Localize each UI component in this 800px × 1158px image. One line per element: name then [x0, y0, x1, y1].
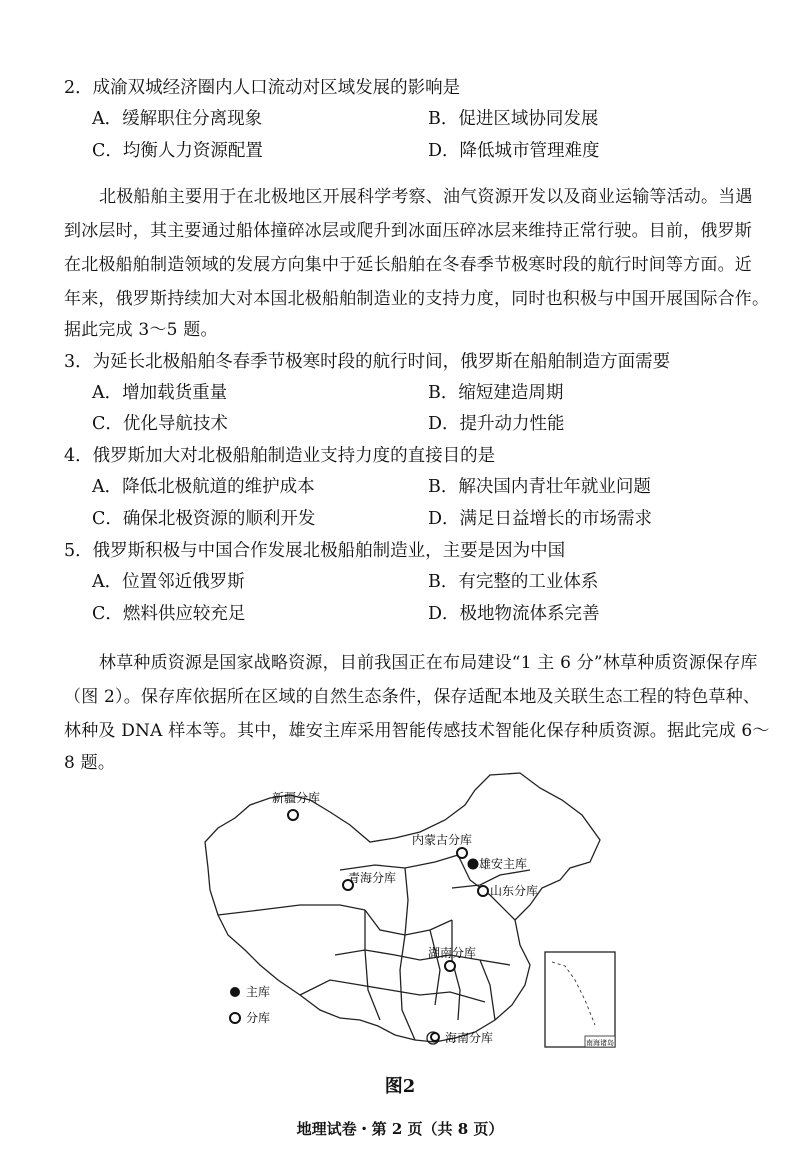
svg-text:湖南分库: 湖南分库 [428, 946, 477, 960]
passage-1-line-3: 在北极船舶制造领域的发展方向集中于延长船舶在冬春季节极寒时段的航行时间等方面。近 [64, 255, 752, 275]
question-5-option-a[interactable]: A．位置邻近俄罗斯 [92, 572, 245, 592]
passage-2-line-3: 林种及 DNA 样本等。其中，雄安主库采用智能传感技术智能化保存种质资源。据此完成 6～ [64, 721, 770, 741]
question-2-stem: 2．成渝双城经济圈内人口流动对区域发展的影响是 [64, 78, 461, 98]
question-5-option-b[interactable]: B．有完整的工业体系 [428, 572, 599, 592]
question-4-option-c[interactable]: C．确保北极资源的顺利开发 [92, 509, 316, 529]
svg-text:山东分库: 山东分库 [490, 884, 539, 898]
china-map-figure [190, 770, 630, 1060]
neimenggu-branch-site [412, 832, 472, 858]
passage-1-line-1: 北极船舶主要用于在北极地区开展科学考察、油气资源开发以及商业运输等活动。当遇 [99, 187, 753, 207]
hainan-branch-site [431, 1030, 493, 1045]
question-5-option-c[interactable]: C．燃料供应较充足 [92, 604, 246, 624]
question-2-option-a[interactable]: A．缓解职住分离现象 [92, 109, 263, 129]
question-4-stem: 4．俄罗斯加大对北极船舶制造业支持力度的直接目的是 [64, 446, 496, 466]
svg-text:雄安主库: 雄安主库 [479, 857, 528, 871]
question-4-option-b[interactable]: B．解决国内青壮年就业问题 [428, 477, 651, 497]
passage-2-line-1: 林草种质资源是国家战略资源，目前我国正在布局建设“1 主 6 分”林草种质资源保存库 [99, 653, 758, 673]
question-4-option-d[interactable]: D．满足日益增长的市场需求 [428, 509, 653, 529]
china-outline [205, 773, 600, 1042]
question-2-option-b[interactable]: B．促进区域协同发展 [428, 109, 599, 129]
svg-text:内蒙古分库: 内蒙古分库 [412, 833, 473, 847]
question-3-option-a[interactable]: A．增加载货重量 [92, 383, 228, 403]
question-2-option-c[interactable]: C．均衡人力资源配置 [92, 141, 263, 161]
figure-caption: 图2 [384, 1076, 416, 1097]
svg-text:海南分库: 海南分库 [445, 1031, 494, 1045]
passage-2-line-2: （图 2）。保存库依据所在区域的自然生态条件，保存适配本地及关联生态工程的特色草种、 [64, 687, 761, 707]
svg-text:青海分库: 青海分库 [348, 871, 397, 885]
map-legend [230, 984, 270, 1025]
question-4-option-a[interactable]: A．降低北极航道的维护成本 [92, 477, 315, 497]
passage-1-line-5: 据此完成 3～5 题。 [64, 320, 218, 340]
south-china-sea-inset [545, 952, 615, 1047]
inset-label: 南海诸岛 [586, 1039, 614, 1047]
passage-1-line-2: 到冰层时，其主要通过船体撞碎冰层或爬升到冰面压碎冰层来维持正常行驶。目前，俄罗斯 [64, 221, 752, 241]
question-2-option-d[interactable]: D．降低城市管理难度 [428, 141, 600, 161]
question-3-stem: 3．为延长北极船舶冬春季节极寒时段的航行时间，俄罗斯在船舶制造方面需要 [64, 352, 671, 372]
passage-2-line-4: 8 题。 [64, 753, 116, 773]
question-3-option-d[interactable]: D．提升动力性能 [428, 414, 565, 434]
xiongan-main-site [468, 856, 528, 871]
legend-main-label: 主库 [246, 985, 271, 999]
svg-text:新疆分库: 新疆分库 [272, 791, 321, 805]
question-3-option-b[interactable]: B．缩短建造周期 [428, 383, 564, 403]
passage-1-line-4: 年来，俄罗斯持续加大对本国北极船舶制造业的支持力度，同时也积极与中国开展国际合作。 [64, 289, 770, 309]
question-3-option-c[interactable]: C．优化导航技术 [92, 414, 228, 434]
question-5-option-d[interactable]: D．极地物流体系完善 [428, 604, 600, 624]
page-footer: 地理试卷・第 2 页（共 8 页） [296, 1120, 504, 1138]
xinjiang-branch-site [272, 790, 320, 820]
hunan-branch-site [428, 945, 476, 971]
legend-branch-label: 分库 [246, 1011, 271, 1025]
qinghai-branch-site [343, 870, 396, 890]
question-5-stem: 5．俄罗斯积极与中国合作发展北极船舶制造业，主要是因为中国 [64, 541, 566, 561]
shandong-branch-site [478, 883, 538, 898]
